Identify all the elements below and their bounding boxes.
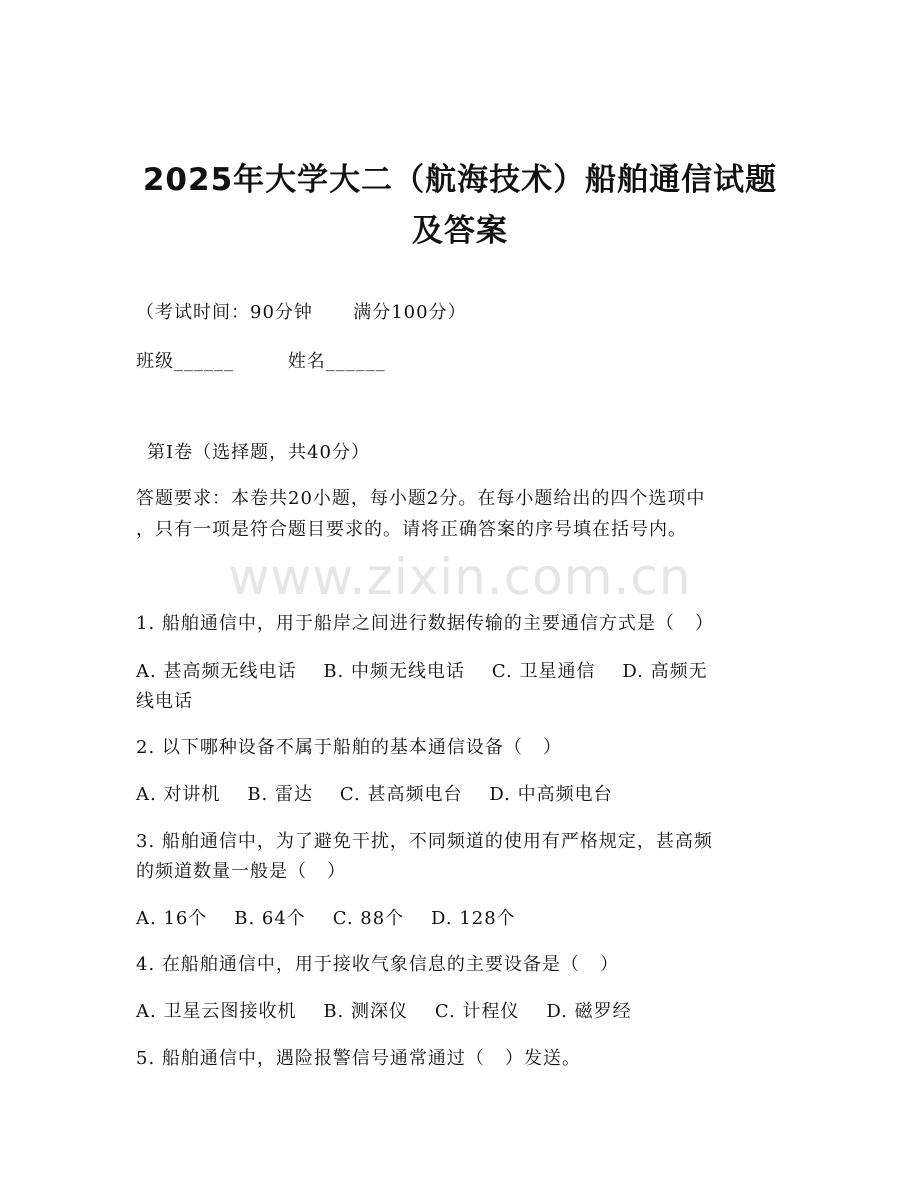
exam-info: （考试时间：90分钟 满分100分） xyxy=(136,302,467,323)
question-2-stem: 2. 以下哪种设备不属于船舶的基本通信设备（ ） xyxy=(136,737,563,758)
document-title-line1: 2025年大学大二（航海技术）船舶通信试题 xyxy=(142,162,778,198)
question-5-stem: 5. 船舶通信中，遇险报警信号通常通过（ ）发送。 xyxy=(136,1048,582,1069)
question-4-options: A. 卫星云图接收机 B. 测深仪 C. 计程仪 D. 磁罗经 xyxy=(136,1001,632,1022)
watermark: www.zixin.com.cn xyxy=(228,548,692,606)
class-name-line: 班级______ 姓名______ xyxy=(136,351,386,372)
section-title: 第I卷（选择题，共40分） xyxy=(147,442,371,463)
question-2-options: A. 对讲机 B. 雷达 C. 甚高频电台 D. 中高频电台 xyxy=(136,784,613,805)
question-3-stem-line1: 3. 船舶通信中，为了避免干扰，不同频道的使用有严格规定，甚高频 xyxy=(136,831,713,852)
instructions-line2: ，只有一项是符合题目要求的。请将正确答案的序号填在括号内。 xyxy=(136,519,687,540)
question-1-stem: 1. 船舶通信中，用于船岸之间进行数据传输的主要通信方式是（ ） xyxy=(136,613,715,634)
question-3-options: A. 16个 B. 64个 C. 88个 D. 128个 xyxy=(136,908,516,929)
document-title-line2: 及答案 xyxy=(412,213,508,249)
question-3-stem-line2: 的频道数量一般是（ ） xyxy=(136,861,347,882)
instructions-line1: 答题要求：本卷共20小题，每小题2分。在每小题给出的四个选项中 xyxy=(136,488,706,509)
question-1-options-line1: A. 甚高频无线电话 B. 中频无线电话 C. 卫星通信 D. 高频无 xyxy=(136,661,708,682)
question-4-stem: 4. 在船舶通信中，用于接收气象信息的主要设备是（ ） xyxy=(136,954,620,975)
question-1-options-line2: 线电话 xyxy=(136,691,193,712)
